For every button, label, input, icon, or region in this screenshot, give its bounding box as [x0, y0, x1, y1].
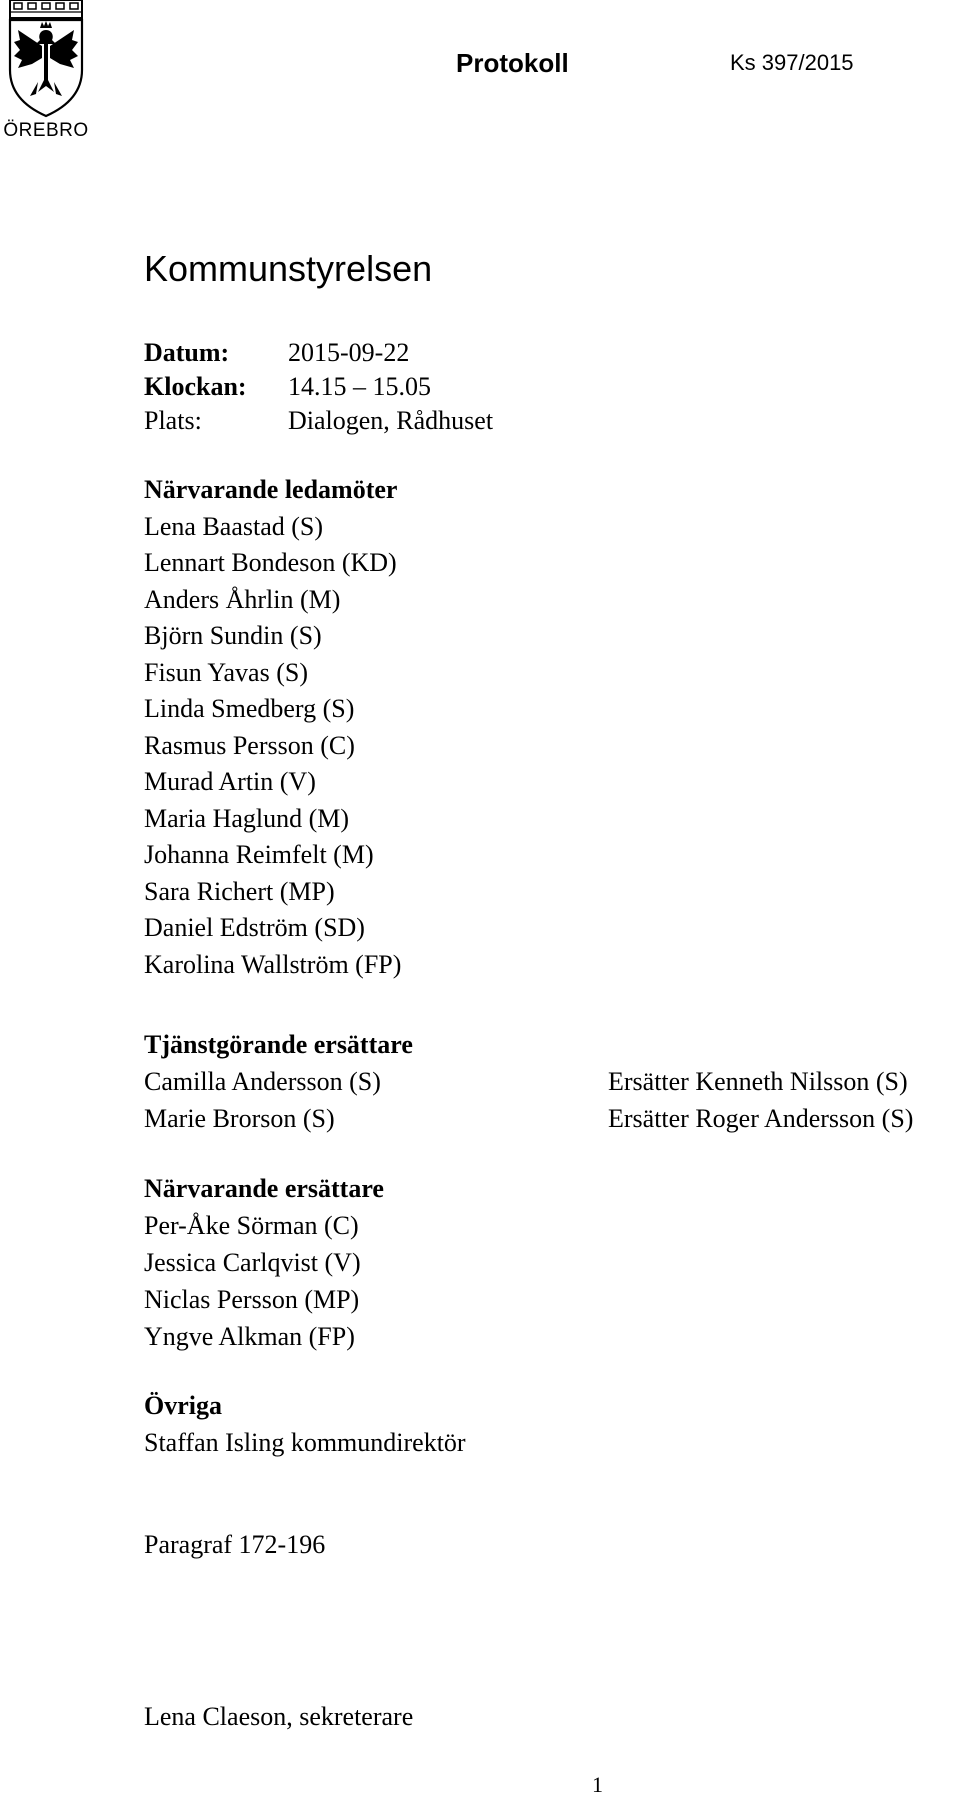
list-item: Maria Haglund (M) [144, 803, 350, 833]
date-label: Datum: [144, 338, 230, 367]
list-item [144, 1063, 913, 1100]
time-label: Klockan: [144, 372, 247, 401]
list-item: Lena Baastad (S) [144, 511, 324, 541]
list-item: Sara Richert (MP) [144, 876, 335, 906]
list-item: Björn Sundin (S) [144, 621, 322, 650]
list-item: Johanna Reimfelt (M) [144, 840, 374, 869]
list-item: Linda Smedberg (S) [144, 694, 355, 723]
list-item: Karolina Wallström (FP) [144, 949, 402, 979]
secretary: Lena Claeson, sekreterare [144, 1702, 414, 1731]
list-item: Daniel Edström (SD) [144, 913, 365, 942]
document-type: Protokoll [456, 48, 569, 78]
list-item: Niclas Persson (MP) [144, 1285, 360, 1314]
list-item: Rasmus Persson (C) [144, 730, 355, 760]
substitute-replaces: Ersätter Roger Andersson (S) [608, 1104, 914, 1133]
list-item: Yngve Alkman (FP) [144, 1322, 355, 1351]
page-number: 1 [592, 1772, 603, 1797]
meta-date-row [144, 336, 493, 370]
page-title: Kommunstyrelsen [144, 248, 433, 289]
date-value: 2015-09-22 [288, 338, 410, 367]
section-present-substitutes [144, 1170, 384, 1355]
time-value: 14.15 – 15.05 [288, 372, 431, 401]
substitute-name: Marie Brorson (S) [144, 1104, 335, 1133]
meeting-meta [144, 336, 493, 438]
list-item: Staffan Isling kommundirektör [144, 1427, 466, 1457]
section-heading: Närvarande ledamöter [144, 475, 398, 504]
coat-of-arms-icon [8, 0, 84, 118]
list-item: Per-Åke Sörman (C) [144, 1211, 359, 1240]
paragraph-range: Paragraf 172-196 [144, 1530, 326, 1559]
list-item: Lennart Bondeson (KD) [144, 548, 397, 577]
section-heading: Närvarande ersättare [144, 1174, 384, 1203]
meta-time-row [144, 370, 493, 404]
logo-text: ÖREBRO [3, 120, 89, 141]
section-heading: Tjänstgörande ersättare [144, 1030, 413, 1059]
substitute-replaces: Ersätter Kenneth Nilsson (S) [608, 1067, 908, 1096]
list-item: Jessica Carlqvist (V) [144, 1248, 361, 1277]
orebro-logo [0, 0, 92, 150]
document-reference: Ks 397/2015 [730, 50, 854, 75]
place-label: Plats: [144, 406, 202, 435]
substitute-name: Camilla Andersson (S) [144, 1067, 381, 1096]
section-others [144, 1388, 466, 1461]
section-serving-substitutes [144, 1026, 913, 1137]
list-item: Murad Artin (V) [144, 767, 316, 796]
list-item: Fisun Yavas (S) [144, 657, 308, 687]
place-value: Dialogen, Rådhuset [288, 406, 494, 435]
section-present-members [144, 472, 401, 983]
section-heading: Övriga [144, 1391, 222, 1420]
list-item: Anders Åhrlin (M) [144, 584, 341, 614]
meta-place-row [144, 404, 493, 438]
list-item [144, 1100, 913, 1137]
